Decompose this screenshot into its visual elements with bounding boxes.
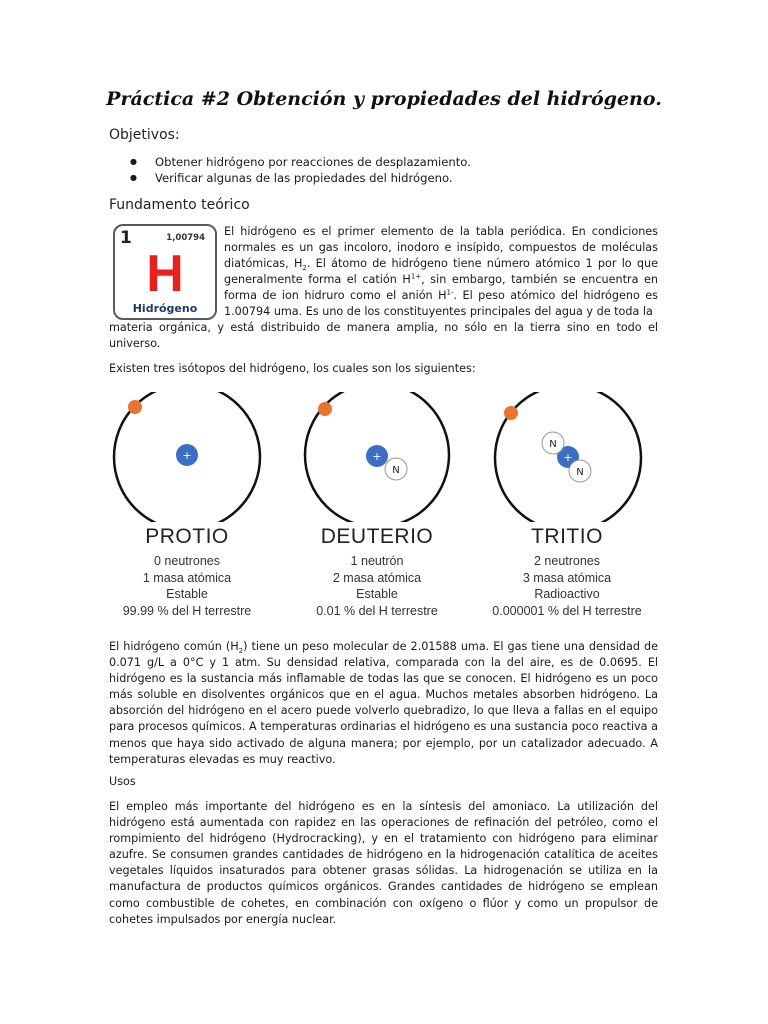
electron xyxy=(318,402,332,416)
element-name: Hidrógeno xyxy=(132,302,198,315)
isotopes-figure xyxy=(105,392,665,632)
neutron-label: N xyxy=(549,439,557,450)
tritio-atom xyxy=(495,392,641,522)
neutron-label: N xyxy=(576,467,584,478)
text-run: ) tiene un peso molecular de 2.01588 uma. El gas tiene una densidad de 0.071 g/L a 0°C y 1 atm. Su densidad relativa, comparada con la del aire, es de 0.0695. El hidrógeno es la sustancia más inflamable de todas las que se conocen. El hidrógeno es un poco más soluble en disolventes orgánicos que en el agua. Muchos metales absorben hidrógeno. La absorción del hidrógeno en el acero puede volverlo quebradizo, lo que lleva a fallas en el equipo para procesos químicos. A temperaturas ordinarias el hidrógeno es una sustancia poco reactiva a menos que haya sido activado de alguna manera; por ejemplo, por un catalizador adecuado. A temperaturas elevadas es muy reactivo. xyxy=(109,640,658,766)
proton-label: + xyxy=(372,450,382,463)
objetivo-item: ● Verificar algunas de las propiedades del hidrógeno. xyxy=(130,170,471,186)
objetivos-heading: Objetivos: xyxy=(109,127,180,143)
text-run: , sin embargo, también se encuentra en forma de ion hidruro como el anión H xyxy=(224,273,658,303)
deuterio-caption xyxy=(287,525,467,619)
isotope-detail: 0.000001 % del H terrestre xyxy=(492,603,642,618)
isotope-detail: 1 masa atómica xyxy=(142,570,232,585)
intro-paragraph xyxy=(224,224,658,321)
superscript: 1+ xyxy=(410,272,422,281)
text-run: . El átomo de hidrógeno tiene número atómico 1 por lo que generalmente forma el catión H xyxy=(224,257,658,287)
objetivo-item: ● Obtener hidrógeno por reacciones de desplazamiento. xyxy=(130,154,471,170)
properties-paragraph xyxy=(109,639,658,768)
text-run: El hidrógeno común (H xyxy=(109,640,239,653)
subscript: 2 xyxy=(302,264,307,273)
deuterio-atom xyxy=(305,392,449,522)
atomic-number: 1 xyxy=(120,228,132,248)
isotope-detail: 3 masa atómica xyxy=(522,570,612,585)
fundamento-heading: Fundamento teórico xyxy=(109,197,250,213)
atomic-mass: 1,00794 xyxy=(166,233,205,243)
element-symbol: H xyxy=(146,245,184,303)
hydrogen-element-card xyxy=(113,224,217,320)
intro-paragraph-continued: materia orgánica, y está distribuido de manera amplia, no sólo en la tierra sino en todo el universo. xyxy=(109,321,658,351)
page-title: Práctica #2 Obtención y propiedades del hidrógeno. xyxy=(106,88,662,110)
protio-atom xyxy=(114,392,260,522)
isotope-detail: 2 masa atómica xyxy=(332,570,422,585)
isotope-detail: Estable xyxy=(166,587,208,601)
isotope-detail: 1 neutrón xyxy=(350,554,404,568)
isotopes-intro: Existen tres isótopos del hidrógeno, los cuales son los siguientes: xyxy=(109,362,476,375)
isotope-name: TRITIO xyxy=(531,525,603,548)
neutron-label: N xyxy=(392,465,400,476)
usos-heading: Usos xyxy=(109,775,136,788)
isotope-name: PROTIO xyxy=(145,525,229,548)
isotope-detail: Estable xyxy=(356,587,398,601)
isotope-detail: Radioactivo xyxy=(534,587,600,601)
text-run: . El peso atómico del hidrógeno es 1.00794 uma. Es uno de los constituyentes principales del agua y de toda la xyxy=(224,289,658,319)
text-run: El hidrógeno es el primer elemento de la tabla periódica. En condiciones normales es un gas incoloro, inodoro e insípido, compuestos de moléculas diatómicas, H xyxy=(224,225,658,271)
objetivos-list xyxy=(130,154,471,186)
electron xyxy=(128,400,142,414)
superscript: 1- xyxy=(446,288,454,297)
proton-label: + xyxy=(563,451,573,464)
isotopes-atoms-svg xyxy=(105,392,665,522)
usos-paragraph: El empleo más importante del hidrógeno es en la síntesis del amoniaco. La utilización del hidrógeno está aumentada con rapidez en las operaciones de refinación del petróleo, como el rompimiento del hidrógeno (Hydrocracking), y en el tratamiento con hidrógeno para eliminar azufre. Se consumen grandes cantidades de hidrógeno en la hidrogenación catalítica de aceites vegetales líquidos insaturados para obtener grasas sólidas. La hidrogenación se utiliza en la manufactura de productos químicos orgánicos. Grandes cantidades de hidrógeno se emplean como combustible de cohetes, en combinación con oxígeno o flúor y como un propulsor de cohetes impulsados por energía nuclear. xyxy=(109,800,658,926)
protio-caption xyxy=(97,525,277,619)
tritio-caption xyxy=(477,525,657,619)
isotope-detail: 2 neutrones xyxy=(533,554,601,568)
proton-label: + xyxy=(182,449,192,462)
isotope-detail: 0.01 % del H terrestre xyxy=(316,603,438,618)
subscript: 2 xyxy=(238,647,244,656)
isotope-name: DEUTERIO xyxy=(320,525,434,548)
electron xyxy=(504,406,518,420)
isotope-detail: 99.99 % del H terrestre xyxy=(122,603,252,618)
isotope-detail: 0 neutrones xyxy=(153,554,221,568)
